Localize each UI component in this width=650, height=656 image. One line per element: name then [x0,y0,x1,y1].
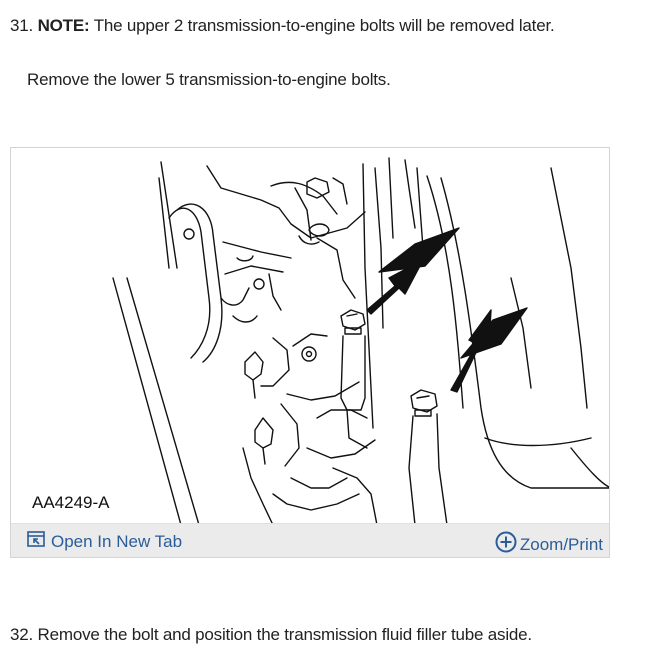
step-32-instruction: 32. Remove the bolt and position the transmission fluid filler tube aside. [10,625,532,644]
figure-toolbar [11,523,609,557]
plus-circle-icon [495,531,517,558]
step-31-note [10,16,555,36]
note-label: NOTE: [37,16,90,35]
step-number: 31. [10,16,34,35]
open-in-new-tab-label: Open In New Tab [51,531,183,551]
note-text: The upper 2 transmission-to-engine bolts will be removed later. [93,16,555,35]
figure-id-label: AA4249-A [32,493,110,512]
transmission-bolts-illustration [11,148,610,525]
open-in-new-tab-icon [27,531,45,552]
zoom-print-link[interactable] [495,531,603,558]
zoom-print-label: Zoom/Print [519,534,603,554]
figure-frame [10,147,610,558]
step-31-instruction: Remove the lower 5 transmission-to-engine bolts. [27,70,391,89]
open-in-new-tab-link[interactable] [27,531,182,552]
